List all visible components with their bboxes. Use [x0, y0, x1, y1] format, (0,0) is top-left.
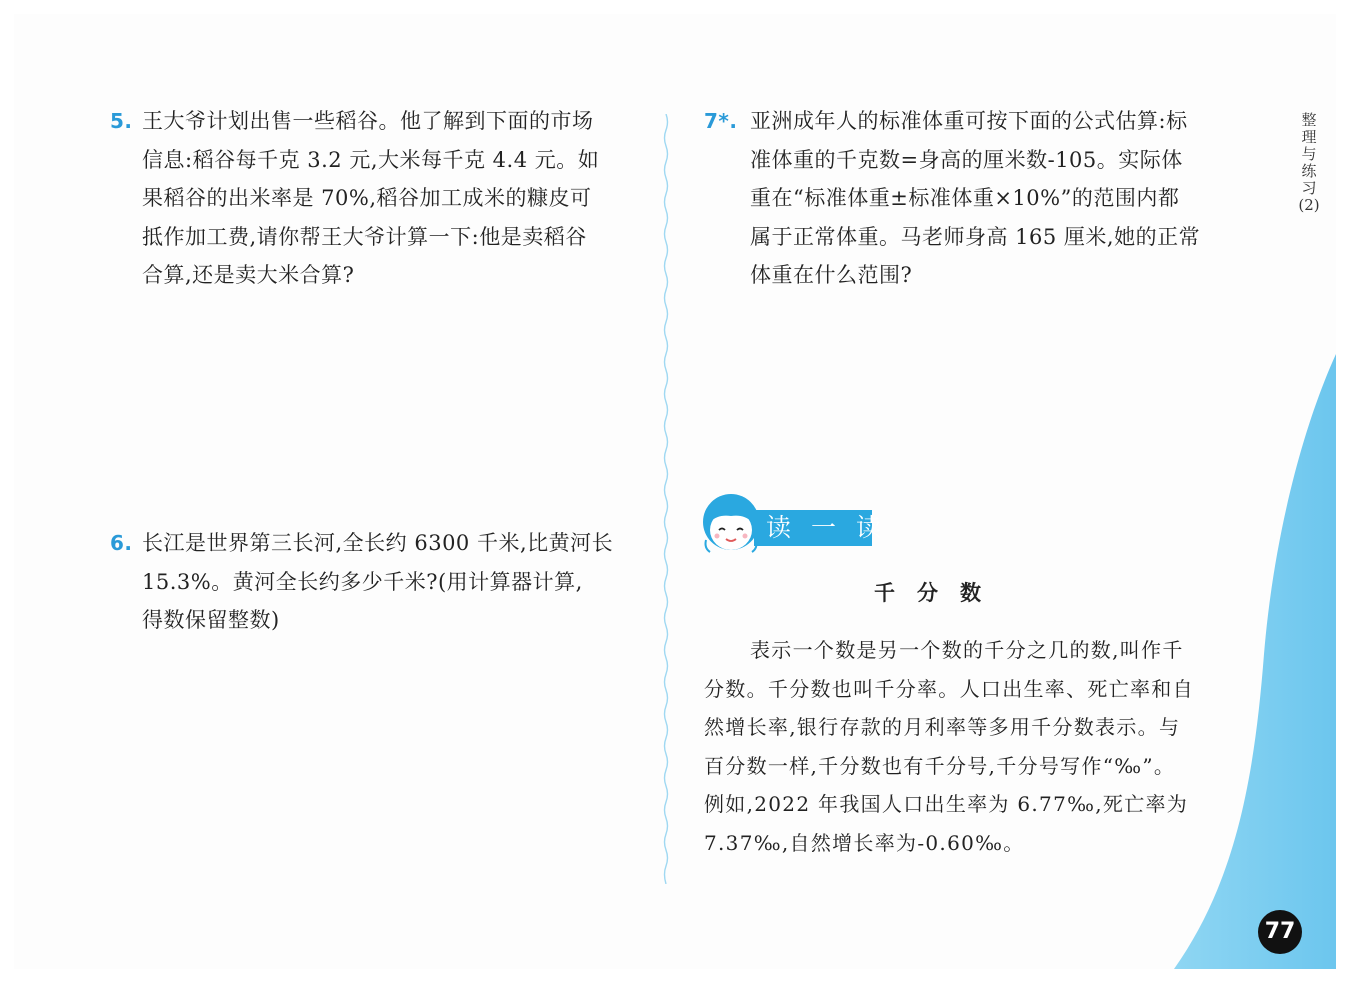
reading-line: 然增长率,银行存款的月利率等多用千分数表示。与 [704, 715, 1181, 739]
reading-badge-label: 读一读 [766, 513, 902, 542]
problem-6 [110, 524, 614, 640]
girl-face-icon [700, 492, 762, 556]
problem-7-number: 7*. [704, 109, 738, 133]
reading-line: 例如,2022 年我国人口出生率为 6.77‰,死亡率为 [704, 792, 1189, 816]
problem-5-line: 抵作加工费,请你帮王大爷计算一下:他是卖稻谷 [142, 224, 587, 249]
reading-line: 表示一个数是另一个数的千分之几的数,叫作千 [750, 638, 1184, 662]
problem-5-line: 王大爷计划出售一些稻谷。他了解到下面的市场 [142, 109, 594, 133]
reading-line: 百分数一样,千分数也有千分号,千分号写作“‰”。 [704, 753, 1176, 778]
page-number: 77 [1258, 910, 1302, 954]
problem-6-line: 长江是世界第三长河,全长约 6300 千米,比黄河长 [142, 531, 614, 555]
side-section-title: 整理与练习(2) [1298, 111, 1320, 214]
column-divider [662, 114, 670, 884]
problem-7-line: 准体重的千克数=身高的厘米数-105。实际体 [750, 147, 1183, 172]
problem-5-line: 合算,还是卖大米合算? [142, 263, 355, 287]
textbook-page [14, 14, 1336, 969]
problem-5-line: 果稻谷的出米率是 70%,稻谷加工成米的糠皮可 [142, 186, 592, 210]
problem-7-line: 属于正常体重。马老师身高 165 厘米,她的正常 [750, 224, 1201, 249]
reading-body [704, 631, 1224, 862]
problem-5-number: 5. [110, 109, 133, 133]
reading-line: 7.37‰,自然增长率为-0.60‰。 [704, 830, 1025, 855]
problem-7-line: 亚洲成年人的标准体重可按下面的公式估算:标 [750, 109, 1188, 133]
problem-6-line: 得数保留整数) [142, 608, 280, 632]
problem-7-line: 重在“标准体重±标准体重×10%”的范围内都 [750, 186, 1180, 210]
problem-7-line: 体重在什么范围? [750, 263, 913, 287]
reading-title: 千分数 [874, 581, 1003, 605]
problem-5 [110, 102, 600, 295]
problem-5-line: 信息:稻谷每千克 3.2 元,大米每千克 4.4 元。如 [142, 147, 600, 172]
problem-6-number: 6. [110, 531, 133, 555]
problem-7 [704, 102, 1201, 295]
reading-line: 分数。千分数也叫千分率。人口出生率、死亡率和自 [704, 676, 1194, 701]
problem-6-line: 15.3%。黄河全长约多少千米?(用计算器计算, [142, 569, 583, 594]
